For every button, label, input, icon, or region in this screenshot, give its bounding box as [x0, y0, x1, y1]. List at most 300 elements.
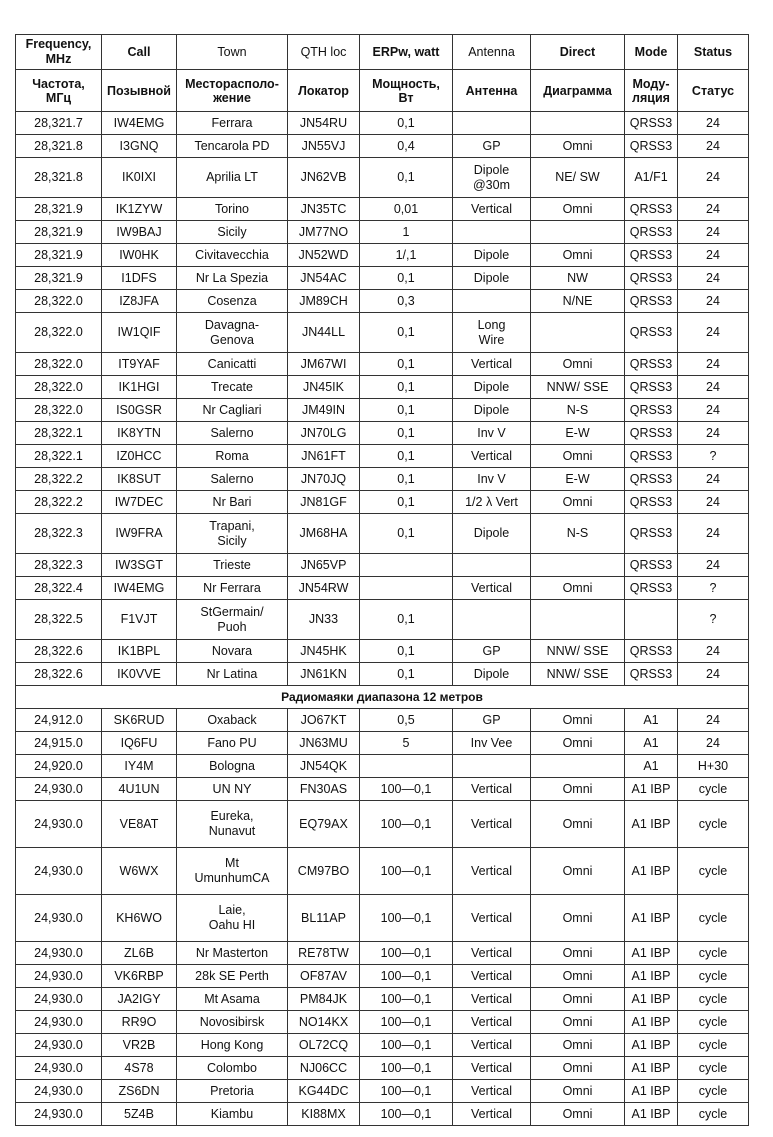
- mode-cell: A1 IBP: [625, 965, 678, 988]
- mode-cell: A1 IBP: [625, 1103, 678, 1126]
- table-row: [16, 1103, 749, 1126]
- frequency-cell: 28,322.2: [16, 468, 102, 491]
- mode-cell: QRSS3: [625, 491, 678, 514]
- status-cell: 24: [678, 514, 749, 554]
- antenna-cell: Vertical: [453, 1080, 531, 1103]
- town-cell: Roma: [177, 445, 288, 468]
- call-cell: 5Z4B: [102, 1103, 177, 1126]
- section-heading: Радиомаяки диапазона 12 метров: [16, 686, 749, 709]
- frequency-cell: 28,322.1: [16, 422, 102, 445]
- header-row-english: [16, 35, 749, 70]
- call-cell: 4U1UN: [102, 778, 177, 801]
- table-row: [16, 663, 749, 686]
- direction-cell: [531, 600, 625, 640]
- status-cell: 24: [678, 135, 749, 158]
- status-cell: cycle: [678, 942, 749, 965]
- mode-cell: A1 IBP: [625, 1034, 678, 1057]
- col-header-status-ru: Статус: [678, 70, 749, 112]
- frequency-cell: 24,920.0: [16, 755, 102, 778]
- status-cell: cycle: [678, 1057, 749, 1080]
- table-row: [16, 778, 749, 801]
- frequency-cell: 24,930.0: [16, 965, 102, 988]
- mode-cell: A1 IBP: [625, 778, 678, 801]
- direction-cell: Omni: [531, 848, 625, 895]
- direction-cell: Omni: [531, 1080, 625, 1103]
- town-cell: Ferrara: [177, 112, 288, 135]
- table-row: [16, 732, 749, 755]
- locator-cell: KI88MX: [288, 1103, 360, 1126]
- beacon-table: [15, 34, 749, 1126]
- col-header-mode: Mode: [625, 35, 678, 70]
- table-row: [16, 600, 749, 640]
- erp-cell: 0,1: [360, 663, 453, 686]
- town-cell: Mt Asama: [177, 988, 288, 1011]
- status-cell: cycle: [678, 1011, 749, 1034]
- col-header-antenna: Antenna: [453, 35, 531, 70]
- status-cell: 24: [678, 732, 749, 755]
- table-row: [16, 1080, 749, 1103]
- locator-cell: JN62VB: [288, 158, 360, 198]
- mode-cell: A1 IBP: [625, 942, 678, 965]
- frequency-cell: 28,321.9: [16, 244, 102, 267]
- erp-cell: 100—0,1: [360, 1011, 453, 1034]
- col-header-town: Town: [177, 35, 288, 70]
- frequency-cell: 28,322.0: [16, 376, 102, 399]
- table-row: [16, 1034, 749, 1057]
- town-cell: Nr La Spezia: [177, 267, 288, 290]
- mode-cell: A1: [625, 755, 678, 778]
- antenna-cell: Long Wire: [453, 313, 531, 353]
- table-row: [16, 198, 749, 221]
- town-cell: Pretoria: [177, 1080, 288, 1103]
- mode-cell: [625, 600, 678, 640]
- direction-cell: Omni: [531, 1034, 625, 1057]
- call-cell: W6WX: [102, 848, 177, 895]
- locator-cell: JN33: [288, 600, 360, 640]
- locator-cell: FN30AS: [288, 778, 360, 801]
- status-cell: cycle: [678, 895, 749, 942]
- antenna-cell: [453, 600, 531, 640]
- status-cell: 24: [678, 267, 749, 290]
- table-row: [16, 709, 749, 732]
- status-cell: 24: [678, 158, 749, 198]
- direction-cell: NNW/ SSE: [531, 640, 625, 663]
- erp-cell: 100—0,1: [360, 1034, 453, 1057]
- town-cell: Davagna- Genova: [177, 313, 288, 353]
- status-cell: cycle: [678, 1080, 749, 1103]
- table-row: [16, 445, 749, 468]
- erp-cell: 100—0,1: [360, 965, 453, 988]
- status-cell: 24: [678, 640, 749, 663]
- call-cell: F1VJT: [102, 600, 177, 640]
- frequency-cell: 28,322.4: [16, 577, 102, 600]
- direction-cell: NNW/ SSE: [531, 376, 625, 399]
- status-cell: 24: [678, 353, 749, 376]
- locator-cell: JM77NO: [288, 221, 360, 244]
- call-cell: I3GNQ: [102, 135, 177, 158]
- town-cell: Civitavecchia: [177, 244, 288, 267]
- col-header-qth-ru: Локатор: [288, 70, 360, 112]
- frequency-cell: 28,321.8: [16, 135, 102, 158]
- locator-cell: JN70LG: [288, 422, 360, 445]
- status-cell: cycle: [678, 988, 749, 1011]
- call-cell: IW3SGT: [102, 554, 177, 577]
- call-cell: IT9YAF: [102, 353, 177, 376]
- mode-cell: QRSS3: [625, 640, 678, 663]
- erp-cell: 0,1: [360, 313, 453, 353]
- frequency-cell: 28,321.8: [16, 158, 102, 198]
- call-cell: IZ8JFA: [102, 290, 177, 313]
- mode-cell: A1 IBP: [625, 895, 678, 942]
- status-cell: 24: [678, 709, 749, 732]
- col-header-call: Call: [102, 35, 177, 70]
- status-cell: 24: [678, 221, 749, 244]
- town-cell: Aprilia LT: [177, 158, 288, 198]
- direction-cell: Omni: [531, 1103, 625, 1126]
- call-cell: VE8AT: [102, 801, 177, 848]
- town-cell: Torino: [177, 198, 288, 221]
- table-row: [16, 554, 749, 577]
- status-cell: H+30: [678, 755, 749, 778]
- town-cell: Fano PU: [177, 732, 288, 755]
- town-cell: Canicatti: [177, 353, 288, 376]
- direction-cell: Omni: [531, 135, 625, 158]
- direction-cell: Omni: [531, 1057, 625, 1080]
- call-cell: IK8YTN: [102, 422, 177, 445]
- table-row: [16, 353, 749, 376]
- erp-cell: [360, 755, 453, 778]
- direction-cell: Omni: [531, 491, 625, 514]
- direction-cell: Omni: [531, 1011, 625, 1034]
- call-cell: IY4M: [102, 755, 177, 778]
- call-cell: IK1ZYW: [102, 198, 177, 221]
- locator-cell: OL72CQ: [288, 1034, 360, 1057]
- mode-cell: A1 IBP: [625, 1057, 678, 1080]
- locator-cell: JN54RW: [288, 577, 360, 600]
- antenna-cell: Vertical: [453, 988, 531, 1011]
- direction-cell: Omni: [531, 801, 625, 848]
- mode-cell: QRSS3: [625, 468, 678, 491]
- frequency-cell: 28,322.0: [16, 353, 102, 376]
- col-header-erp-ru: Мощность, Вт: [360, 70, 453, 112]
- table-row: [16, 640, 749, 663]
- status-cell: 24: [678, 554, 749, 577]
- table-row: [16, 158, 749, 198]
- erp-cell: 0,1: [360, 376, 453, 399]
- direction-cell: NW: [531, 267, 625, 290]
- locator-cell: BL11AP: [288, 895, 360, 942]
- direction-cell: NE/ SW: [531, 158, 625, 198]
- antenna-cell: Dipole: [453, 244, 531, 267]
- antenna-cell: [453, 112, 531, 135]
- table-row: [16, 313, 749, 353]
- town-cell: Trieste: [177, 554, 288, 577]
- town-cell: Nr Masterton: [177, 942, 288, 965]
- antenna-cell: GP: [453, 640, 531, 663]
- mode-cell: A1 IBP: [625, 848, 678, 895]
- direction-cell: [531, 221, 625, 244]
- call-cell: IK8SUT: [102, 468, 177, 491]
- antenna-cell: Dipole: [453, 663, 531, 686]
- erp-cell: 0,1: [360, 158, 453, 198]
- table-row: [16, 290, 749, 313]
- erp-cell: 0,1: [360, 445, 453, 468]
- town-cell: 28k SE Perth: [177, 965, 288, 988]
- erp-cell: 0,1: [360, 422, 453, 445]
- frequency-cell: 28,321.9: [16, 198, 102, 221]
- call-cell: SK6RUD: [102, 709, 177, 732]
- town-cell: StGermain/ Puoh: [177, 600, 288, 640]
- frequency-cell: 28,321.9: [16, 221, 102, 244]
- erp-cell: 100—0,1: [360, 895, 453, 942]
- status-cell: 24: [678, 290, 749, 313]
- table-row: [16, 895, 749, 942]
- frequency-cell: 28,322.3: [16, 554, 102, 577]
- locator-cell: JN63MU: [288, 732, 360, 755]
- mode-cell: A1 IBP: [625, 1011, 678, 1034]
- locator-cell: JN61FT: [288, 445, 360, 468]
- frequency-cell: 24,912.0: [16, 709, 102, 732]
- antenna-cell: 1/2 λ Vert: [453, 491, 531, 514]
- town-cell: Mt UmunhumCA: [177, 848, 288, 895]
- mode-cell: QRSS3: [625, 313, 678, 353]
- direction-cell: Omni: [531, 577, 625, 600]
- erp-cell: 100—0,1: [360, 942, 453, 965]
- table-row: [16, 1057, 749, 1080]
- status-cell: cycle: [678, 848, 749, 895]
- antenna-cell: Inv V: [453, 422, 531, 445]
- section-heading-row: [16, 686, 749, 709]
- frequency-cell: 24,930.0: [16, 942, 102, 965]
- call-cell: IK0VVE: [102, 663, 177, 686]
- status-cell: ?: [678, 445, 749, 468]
- call-cell: IW0HK: [102, 244, 177, 267]
- antenna-cell: Vertical: [453, 577, 531, 600]
- mode-cell: QRSS3: [625, 290, 678, 313]
- antenna-cell: Vertical: [453, 942, 531, 965]
- frequency-cell: 28,322.3: [16, 514, 102, 554]
- locator-cell: JM68HA: [288, 514, 360, 554]
- direction-cell: Omni: [531, 244, 625, 267]
- erp-cell: [360, 554, 453, 577]
- erp-cell: 100—0,1: [360, 778, 453, 801]
- mode-cell: QRSS3: [625, 445, 678, 468]
- locator-cell: NJ06CC: [288, 1057, 360, 1080]
- antenna-cell: Dipole: [453, 514, 531, 554]
- status-cell: cycle: [678, 1034, 749, 1057]
- col-header-mode-ru: Моду- ляция: [625, 70, 678, 112]
- erp-cell: 0,5: [360, 709, 453, 732]
- antenna-cell: Vertical: [453, 1057, 531, 1080]
- town-cell: Nr Cagliari: [177, 399, 288, 422]
- table-body: [16, 112, 749, 1126]
- status-cell: cycle: [678, 778, 749, 801]
- erp-cell: 100—0,1: [360, 848, 453, 895]
- locator-cell: EQ79AX: [288, 801, 360, 848]
- direction-cell: N-S: [531, 514, 625, 554]
- col-header-antenna-ru: Антенна: [453, 70, 531, 112]
- locator-cell: PM84JK: [288, 988, 360, 1011]
- locator-cell: CM97BO: [288, 848, 360, 895]
- town-cell: Laie, Oahu HI: [177, 895, 288, 942]
- table-row: [16, 221, 749, 244]
- town-cell: Eureka, Nunavut: [177, 801, 288, 848]
- direction-cell: Omni: [531, 965, 625, 988]
- status-cell: 24: [678, 198, 749, 221]
- call-cell: IS0GSR: [102, 399, 177, 422]
- call-cell: VK6RBP: [102, 965, 177, 988]
- table-row: [16, 801, 749, 848]
- locator-cell: JO67KT: [288, 709, 360, 732]
- town-cell: Hong Kong: [177, 1034, 288, 1057]
- mode-cell: QRSS3: [625, 422, 678, 445]
- direction-cell: [531, 313, 625, 353]
- col-header-qth: QTH loc: [288, 35, 360, 70]
- mode-cell: QRSS3: [625, 399, 678, 422]
- direction-cell: [531, 554, 625, 577]
- table-row: [16, 988, 749, 1011]
- mode-cell: QRSS3: [625, 554, 678, 577]
- direction-cell: Omni: [531, 353, 625, 376]
- frequency-cell: 24,930.0: [16, 1057, 102, 1080]
- col-header-status: Status: [678, 35, 749, 70]
- frequency-cell: 28,321.7: [16, 112, 102, 135]
- town-cell: Novosibirsk: [177, 1011, 288, 1034]
- locator-cell: JM89CH: [288, 290, 360, 313]
- table-row: [16, 491, 749, 514]
- col-header-frequency-ru: Частота, МГц: [16, 70, 102, 112]
- locator-cell: JN35TC: [288, 198, 360, 221]
- frequency-cell: 24,930.0: [16, 988, 102, 1011]
- call-cell: I1DFS: [102, 267, 177, 290]
- erp-cell: 100—0,1: [360, 988, 453, 1011]
- locator-cell: RE78TW: [288, 942, 360, 965]
- frequency-cell: 24,930.0: [16, 1103, 102, 1126]
- locator-cell: JM67WI: [288, 353, 360, 376]
- direction-cell: [531, 755, 625, 778]
- direction-cell: NNW/ SSE: [531, 663, 625, 686]
- erp-cell: 0,3: [360, 290, 453, 313]
- erp-cell: [360, 577, 453, 600]
- frequency-cell: 24,930.0: [16, 1011, 102, 1034]
- erp-cell: 100—0,1: [360, 1080, 453, 1103]
- call-cell: IW1QIF: [102, 313, 177, 353]
- frequency-cell: 28,322.5: [16, 600, 102, 640]
- town-cell: Novara: [177, 640, 288, 663]
- locator-cell: JN65VP: [288, 554, 360, 577]
- mode-cell: QRSS3: [625, 663, 678, 686]
- direction-cell: Omni: [531, 942, 625, 965]
- call-cell: IW4EMG: [102, 112, 177, 135]
- call-cell: IW4EMG: [102, 577, 177, 600]
- frequency-cell: 24,915.0: [16, 732, 102, 755]
- locator-cell: OF87AV: [288, 965, 360, 988]
- direction-cell: E-W: [531, 422, 625, 445]
- status-cell: cycle: [678, 1103, 749, 1126]
- erp-cell: 0,1: [360, 514, 453, 554]
- erp-cell: 1: [360, 221, 453, 244]
- antenna-cell: Vertical: [453, 801, 531, 848]
- call-cell: IZ0HCC: [102, 445, 177, 468]
- antenna-cell: Vertical: [453, 353, 531, 376]
- call-cell: IK0IXI: [102, 158, 177, 198]
- frequency-cell: 28,322.0: [16, 399, 102, 422]
- frequency-cell: 24,930.0: [16, 848, 102, 895]
- locator-cell: JN54RU: [288, 112, 360, 135]
- antenna-cell: Dipole: [453, 376, 531, 399]
- erp-cell: 0,1: [360, 399, 453, 422]
- mode-cell: A1 IBP: [625, 988, 678, 1011]
- erp-cell: 0,1: [360, 491, 453, 514]
- table-row: [16, 848, 749, 895]
- antenna-cell: Vertical: [453, 848, 531, 895]
- erp-cell: 0,1: [360, 112, 453, 135]
- antenna-cell: Vertical: [453, 778, 531, 801]
- locator-cell: JM49IN: [288, 399, 360, 422]
- town-cell: Oxaback: [177, 709, 288, 732]
- call-cell: KH6WO: [102, 895, 177, 942]
- antenna-cell: Dipole: [453, 399, 531, 422]
- antenna-cell: Vertical: [453, 1011, 531, 1034]
- antenna-cell: Vertical: [453, 965, 531, 988]
- antenna-cell: Vertical: [453, 445, 531, 468]
- status-cell: 24: [678, 399, 749, 422]
- antenna-cell: Dipole @30m: [453, 158, 531, 198]
- direction-cell: Omni: [531, 445, 625, 468]
- status-cell: cycle: [678, 965, 749, 988]
- status-cell: 24: [678, 313, 749, 353]
- status-cell: ?: [678, 600, 749, 640]
- erp-cell: 100—0,1: [360, 801, 453, 848]
- erp-cell: 0,1: [360, 267, 453, 290]
- antenna-cell: Dipole: [453, 267, 531, 290]
- locator-cell: NO14KX: [288, 1011, 360, 1034]
- mode-cell: QRSS3: [625, 353, 678, 376]
- mode-cell: QRSS3: [625, 376, 678, 399]
- locator-cell: JN45HK: [288, 640, 360, 663]
- status-cell: 24: [678, 491, 749, 514]
- direction-cell: N-S: [531, 399, 625, 422]
- direction-cell: Omni: [531, 778, 625, 801]
- locator-cell: JN52WD: [288, 244, 360, 267]
- frequency-cell: 28,322.0: [16, 313, 102, 353]
- frequency-cell: 28,322.6: [16, 663, 102, 686]
- col-header-direct: Direct: [531, 35, 625, 70]
- table-row: [16, 577, 749, 600]
- status-cell: 24: [678, 422, 749, 445]
- table-row: [16, 135, 749, 158]
- table-row: [16, 244, 749, 267]
- antenna-cell: Vertical: [453, 895, 531, 942]
- mode-cell: A1 IBP: [625, 1080, 678, 1103]
- antenna-cell: Inv V: [453, 468, 531, 491]
- town-cell: Cosenza: [177, 290, 288, 313]
- call-cell: IW7DEC: [102, 491, 177, 514]
- status-cell: 24: [678, 663, 749, 686]
- call-cell: IQ6FU: [102, 732, 177, 755]
- erp-cell: 0,1: [360, 640, 453, 663]
- mode-cell: A1 IBP: [625, 801, 678, 848]
- mode-cell: QRSS3: [625, 135, 678, 158]
- table-row: [16, 1011, 749, 1034]
- table-row: [16, 942, 749, 965]
- status-cell: 24: [678, 244, 749, 267]
- table-row: [16, 514, 749, 554]
- header-row-russian: [16, 70, 749, 112]
- erp-cell: 0,1: [360, 353, 453, 376]
- call-cell: IW9BAJ: [102, 221, 177, 244]
- town-cell: Salerno: [177, 422, 288, 445]
